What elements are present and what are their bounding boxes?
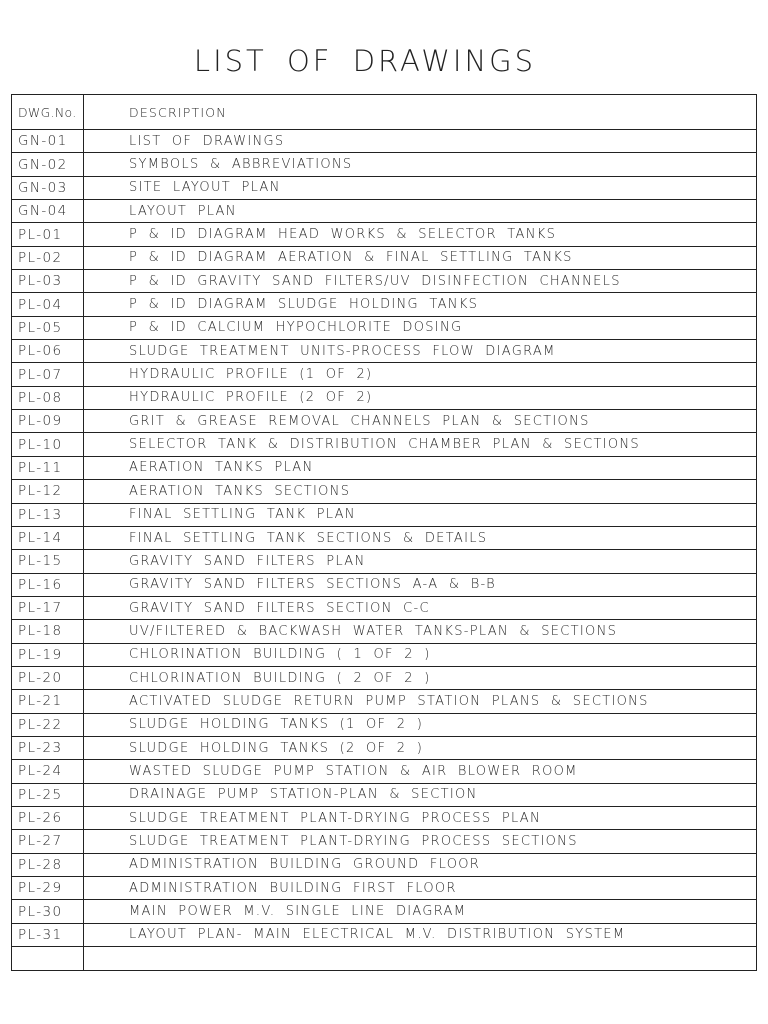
description-cell: P & ID CALCIUM HYPOCHLORITE DOSING (129, 320, 463, 336)
table-row (12, 550, 756, 573)
dwg-number-cell: PL-02 (18, 249, 63, 266)
dwg-number-cell: PL-19 (18, 646, 63, 663)
description-cell: SLUDGE TREATMENT PLANT-DRYING PROCESS PLAN (129, 810, 542, 826)
table-row (12, 644, 756, 667)
description-cell: LIST OF DRAWINGS (129, 133, 285, 149)
dwg-number-cell: GN-01 (18, 133, 68, 150)
dwg-number-cell: PL-28 (18, 856, 63, 873)
dwg-number-cell: PL-04 (18, 296, 63, 313)
dwg-number-cell: PL-05 (18, 319, 63, 336)
table-row (12, 293, 756, 316)
table-row (12, 223, 756, 246)
dwg-number-cell: PL-23 (18, 740, 63, 757)
table-row (12, 177, 756, 200)
dwg-number-cell: PL-18 (18, 623, 63, 640)
description-cell: GRAVITY SAND FILTERS SECTIONS A-A & B-B (129, 577, 496, 593)
dwg-number-cell: PL-31 (18, 926, 63, 943)
dwg-number-cell: PL-30 (18, 903, 63, 920)
description-cell: GRAVITY SAND FILTERS PLAN (129, 553, 366, 569)
description-cell: DRAINAGE PUMP STATION-PLAN & SECTION (129, 787, 478, 803)
table-row (12, 574, 756, 597)
header-description: DESCRIPTION (129, 104, 227, 120)
dwg-number-cell: PL-24 (18, 763, 63, 780)
table-row (12, 270, 756, 293)
dwg-number-cell: PL-13 (18, 506, 63, 523)
header-dwg-no: DWG.No. (18, 104, 77, 120)
description-cell: SITE LAYOUT PLAN (129, 180, 281, 196)
description-cell: HYDRAULIC PROFILE (1 OF 2) (129, 367, 373, 383)
table-row (12, 714, 756, 737)
table-row (12, 620, 756, 643)
description-cell: WASTED SLUDGE PUMP STATION & AIR BLOWER ROOM (129, 763, 578, 779)
dwg-number-cell: PL-11 (18, 459, 63, 476)
table-row (12, 410, 756, 433)
description-cell: SELECTOR TANK & DISTRIBUTION CHAMBER PLAN & SECTIONS (129, 437, 640, 453)
description-cell: P & ID GRAVITY SAND FILTERS/UV DISINFECTION CHANNELS (129, 273, 621, 289)
table-row (12, 200, 756, 223)
table-row (12, 784, 756, 807)
description-cell: P & ID DIAGRAM AERATION & FINAL SETTLING TANKS (129, 250, 573, 266)
dwg-number-cell: PL-25 (18, 786, 63, 803)
description-cell: GRIT & GREASE REMOVAL CHANNELS PLAN & SECTIONS (129, 413, 590, 429)
dwg-number-cell: GN-02 (18, 156, 68, 173)
table-header-row (12, 95, 756, 130)
dwg-number-cell: PL-20 (18, 670, 63, 687)
table-row (12, 340, 756, 363)
description-cell: UV/FILTERED & BACKWASH WATER TANKS-PLAN & SECTIONS (129, 623, 618, 639)
dwg-number-cell: PL-01 (18, 226, 63, 243)
table-row (12, 247, 756, 270)
table-row (12, 457, 756, 480)
description-cell: P & ID DIAGRAM HEAD WORKS & SELECTOR TANKS (129, 227, 557, 243)
table-row (12, 830, 756, 853)
dwg-number-cell: PL-06 (18, 343, 63, 360)
dwg-number-cell: PL-08 (18, 389, 63, 406)
page-title: LIST OF DRAWINGS (193, 44, 537, 78)
table-row (12, 760, 756, 783)
description-cell: HYDRAULIC PROFILE (2 OF 2) (129, 390, 373, 406)
table-row (12, 387, 756, 410)
dwg-number-cell: PL-27 (18, 833, 63, 850)
dwg-number-cell: PL-21 (18, 693, 63, 710)
dwg-number-cell: PL-15 (18, 553, 63, 570)
table-row (12, 807, 756, 830)
description-cell: FINAL SETTLING TANK SECTIONS & DETAILS (129, 530, 488, 546)
column-divider (83, 95, 84, 970)
table-row (12, 130, 756, 153)
description-cell: SLUDGE HOLDING TANKS (1 OF 2 ) (129, 717, 424, 733)
table-row (12, 317, 756, 340)
table-body (12, 130, 756, 970)
dwg-number-cell: GN-04 (18, 203, 68, 220)
description-cell: SYMBOLS & ABBREVIATIONS (129, 157, 353, 173)
description-cell: SLUDGE TREATMENT UNITS-PROCESS FLOW DIAGRAM (129, 343, 556, 359)
description-cell: ADMINISTRATION BUILDING GROUND FLOOR (129, 857, 481, 873)
table-row (12, 667, 756, 690)
dwg-number-cell: PL-17 (18, 600, 63, 617)
description-cell: AERATION TANKS SECTIONS (129, 483, 351, 499)
table-row (12, 153, 756, 176)
dwg-number-cell: PL-29 (18, 880, 63, 897)
dwg-number-cell: PL-14 (18, 530, 63, 547)
table-row (12, 597, 756, 620)
dwg-number-cell: PL-22 (18, 716, 63, 733)
dwg-number-cell: PL-07 (18, 366, 63, 383)
table-row (12, 877, 756, 900)
dwg-number-cell: PL-03 (18, 273, 63, 290)
description-cell: SLUDGE HOLDING TANKS (2 OF 2 ) (129, 740, 424, 756)
table-row (12, 363, 756, 386)
description-cell: ACTIVATED SLUDGE RETURN PUMP STATION PLANS & SECTIONS (129, 693, 649, 709)
table-row (12, 854, 756, 877)
description-cell: CHLORINATION BUILDING ( 1 OF 2 ) (129, 647, 431, 663)
description-cell: SLUDGE TREATMENT PLANT-DRYING PROCESS SECTIONS (129, 833, 578, 849)
table-row (12, 480, 756, 503)
table-row (12, 924, 756, 947)
table-row (12, 947, 756, 970)
description-cell: CHLORINATION BUILDING ( 2 OF 2 ) (129, 670, 431, 686)
description-cell: LAYOUT PLAN- MAIN ELECTRICAL M.V. DISTRIBUTION SYSTEM (129, 927, 626, 943)
dwg-number-cell: PL-26 (18, 810, 63, 827)
table-row (12, 900, 756, 923)
dwg-number-cell: PL-16 (18, 576, 63, 593)
table-row (12, 433, 756, 456)
description-cell: MAIN POWER M.V. SINGLE LINE DIAGRAM (129, 904, 467, 920)
table-row (12, 504, 756, 527)
dwg-number-cell: PL-10 (18, 436, 63, 453)
table-row (12, 527, 756, 550)
dwg-number-cell: PL-12 (18, 483, 63, 500)
drawings-table (11, 94, 757, 971)
description-cell: GRAVITY SAND FILTERS SECTION C-C (129, 600, 430, 616)
dwg-number-cell: GN-03 (18, 179, 68, 196)
table-row (12, 690, 756, 713)
description-cell: ADMINISTRATION BUILDING FIRST FLOOR (129, 880, 457, 896)
dwg-number-cell: PL-09 (18, 413, 63, 430)
table-row (12, 737, 756, 760)
description-cell: AERATION TANKS PLAN (129, 460, 314, 476)
description-cell: LAYOUT PLAN (129, 203, 237, 219)
description-cell: P & ID DIAGRAM SLUDGE HOLDING TANKS (129, 297, 479, 313)
description-cell: FINAL SETTLING TANK PLAN (129, 507, 356, 523)
